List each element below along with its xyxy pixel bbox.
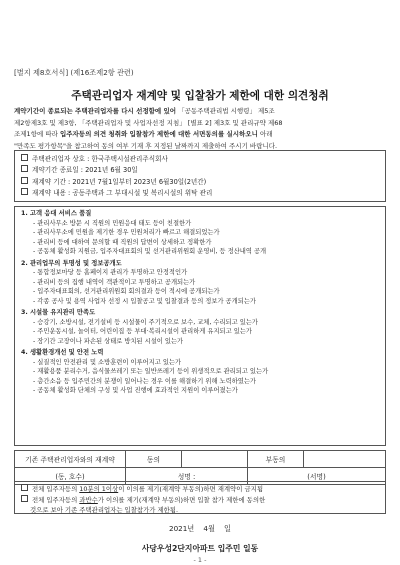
criteria-item: - 입주자대표회의, 선거관리위원회 회의결과 등이 적시에 공개되는가	[33, 288, 220, 295]
bullet-square-icon	[21, 188, 28, 195]
info-renewal-content	[21, 188, 379, 199]
criteria-item: - 각종 공사 및 용역 사업자 선정 시 입찰공고 및 입찰결과 등의 정보가 공개되는가	[33, 297, 256, 305]
rule-2-text-b: 가 이의를 제기(재계약 부동의)하면 입찰 참가 제한에 동의한	[97, 495, 266, 504]
bullet-square-icon	[21, 495, 28, 502]
criteria-item: - 통합정보마당 등 홈페이지 관리가 투명하고 안정적인가	[33, 269, 188, 276]
bullet-square-icon	[21, 177, 28, 184]
info-renewal-content-text: 재계약 내용 : 공동주택과 그 부대시설 및 복리시설의 위탁 관리	[32, 189, 213, 198]
rule-1-text-b: 이 이의를 제기(재계약 부동의)하면 재계약이 금지됨	[118, 485, 264, 493]
renewal-label-cell: 기존 주택관리업자와의 재계약	[15, 451, 126, 468]
intro-line-3-a: 조제1항에 따라	[14, 130, 60, 139]
criteria-item: - 공동체 활성화 단체의 구성 및 사업 진행에 효과적인 지원이 이루어졌는가	[33, 387, 238, 394]
criteria-item: - 관리비 등의 집행 내역이 객관적이고 투명하고 공개되는가	[33, 278, 196, 286]
objection-rules-box	[14, 481, 386, 514]
intro-line-3-bold: 입주자등의 의견 청취와 입찰참가 제한에 대한 서면동의를 실시하오니	[59, 130, 258, 139]
criteria-item: - 관리사무소 방문 시 직원의 민원응대 태도 등이 친절한가	[33, 219, 192, 227]
contract-info-box	[14, 150, 386, 202]
info-end-date	[21, 165, 379, 176]
criteria-item: - 주민운동시설, 놀이터, 어린이집 등 부대·복리시설이 관리하게 유지되고 있는가	[33, 328, 252, 335]
intro-line-1	[14, 106, 386, 118]
criteria-section-title: 2. 관리업무의 투명성 및 정보공개도	[21, 259, 122, 267]
info-end-date-text: 계약기간 종료일 : 2021년 6월 30일	[32, 166, 138, 175]
criteria-item: - 관리사무소에 민원을 제기한 경우 민원처리가 빠르고 해결되었는가	[33, 229, 220, 236]
agree-label-cell: 동의	[126, 451, 182, 468]
disagree-label-cell: 부동의	[248, 451, 304, 468]
bullet-square-icon	[21, 165, 28, 172]
criteria-item: - 공동체 활성화 지원금, 입주자대표회의 및 선거관리위원회 운영비, 등 정산내역 공개	[33, 248, 267, 255]
criteria-item: - 관리비 등에 대하여 문의할 때 직원의 답변이 상세하고 정확한가	[33, 238, 212, 246]
table-row	[15, 451, 386, 468]
criteria-section-title: 3. 시설물 유지관리 만족도	[21, 309, 96, 316]
signature-cell[interactable]: (서명)	[248, 468, 386, 485]
objection-rule-1	[21, 484, 379, 495]
intro-line-3-c: 아래	[257, 130, 273, 139]
intro-line-1-rest: 「공동주택관리법 시행령」 제5조	[176, 107, 275, 115]
rule-1-underlined: 10분의 1이상	[79, 485, 119, 493]
info-renewal-period	[21, 177, 379, 188]
rule-1-text-a: 전체 입주자등의	[32, 485, 80, 493]
objection-rule-2	[21, 495, 379, 506]
objection-rule-2-continued: 것으로 보아 기존 주택관리업자는 입찰참가가 제한됨.	[30, 505, 179, 514]
info-renewal-period-text: 재계약 기간 : 2021년 7월1일부터 2023년 6월30일(2년간)	[32, 177, 207, 186]
satisfaction-criteria-box	[14, 206, 386, 446]
intro-lead: 계약기간이 종료되는 주택관리업자를 다시 선정함에 있어	[14, 107, 177, 115]
criteria-section-title: 1. 고객 응대 서비스 품질	[21, 210, 92, 217]
form-label: [별지 제8호서식] (제16조제2항 관련)	[14, 68, 134, 77]
intro-line-4: "만족도 평가항목"을 참고하여 동의 여부 기재 후 지정된 날짜까지 제출하여 주시기 바랍니다.	[14, 141, 278, 150]
signer-line: 사당우성2단지아파트 입주민 일동	[141, 544, 259, 553]
intro-paragraph	[14, 106, 386, 152]
criteria-section-title: 4. 생활환경개선 및 안전 노력	[21, 349, 104, 356]
criteria-item: - 승강기, 소방시설, 전기설비 등 시설물이 주기적으로 보수, 교체, 수리되고 있는가	[33, 318, 258, 326]
page-title: 주택관리업자 재계약 및 입찰참가 제한에 대한 의견청취	[71, 90, 329, 102]
bullet-square-icon	[21, 484, 28, 491]
rule-2-text-a: 전체 입주자등의	[32, 495, 80, 504]
intro-line-3	[14, 129, 386, 141]
criteria-item: - 재활용품 분리수거, 음식물쓰레기 또는 일반쓰레기 등이 위생적으로 관리되고 있는가	[33, 368, 269, 375]
rule-2-underlined: 과반수	[79, 495, 98, 504]
unit-number-cell[interactable]: (동, 호수)	[15, 468, 126, 485]
info-company	[21, 154, 379, 165]
submission-date: 2021년 4월 일	[169, 524, 231, 533]
info-company-text: 주택관리업자 상호 : 한국주택시설관리주식회사	[32, 155, 168, 163]
name-cell[interactable]: 성명 :	[126, 468, 248, 485]
page-number: - 1 -	[193, 556, 207, 564]
bullet-square-icon	[21, 154, 28, 161]
agree-mark-cell[interactable]	[182, 451, 248, 468]
criteria-item: - 층간소음 등 입주민간의 분쟁이 일어나는 경우 이를 해결하기 위해 노력하였는가	[33, 377, 257, 385]
intro-line-2: 제2항제3호 및 제3항, 「주택관리업자 및 사업자선정 지침」 [별표 2] 제3호 및 관리규약 제68	[14, 118, 283, 127]
disagree-mark-cell[interactable]	[304, 451, 386, 468]
criteria-item: - 장기간 고장이나 파손된 상태로 방치된 시설이 있는가	[33, 337, 184, 345]
consent-signature-table	[14, 450, 386, 485]
criteria-item: - 실질적인 안전관리 및 소방훈련이 이루어지고 있는가	[33, 358, 182, 366]
